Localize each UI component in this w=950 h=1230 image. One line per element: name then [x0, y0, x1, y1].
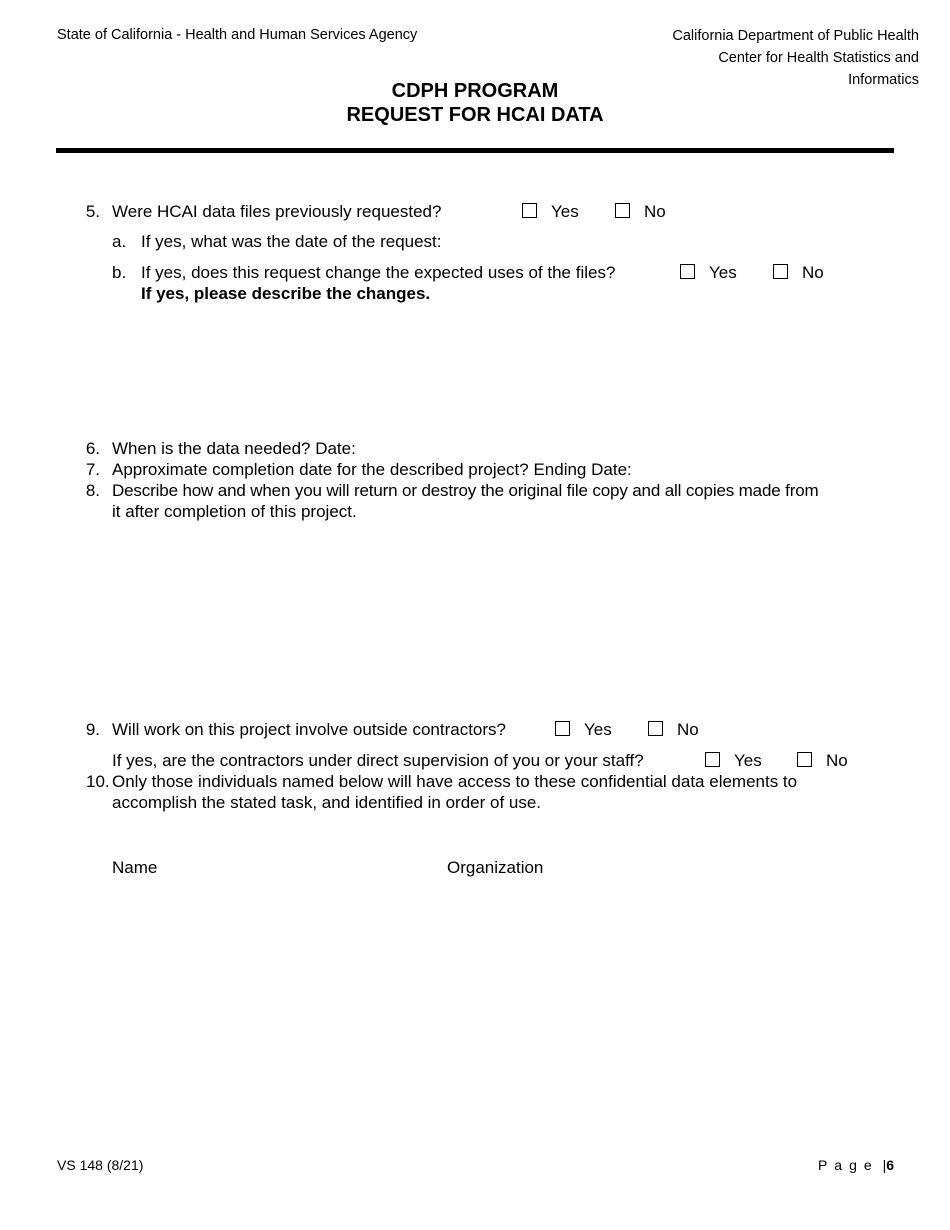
q5-yes-label: Yes [551, 202, 579, 221]
q9-followup-yes-label: Yes [734, 751, 762, 770]
q8-number: 8. [85, 481, 100, 500]
name-column-header: Name [112, 858, 158, 877]
q5-text: Were HCAI data files previously requested? [112, 202, 442, 221]
q7-number: 7. [85, 460, 100, 479]
q9-text: Will work on this project involve outside contractors? [112, 720, 506, 739]
q5a-label: a. [112, 232, 127, 251]
q9-followup-no-label: No [826, 751, 848, 770]
department-line-2: Center for Health Statistics and [718, 50, 919, 66]
page-indicator [818, 1157, 894, 1173]
q5-number: 5. [85, 202, 100, 221]
q5b-yes-checkbox[interactable] [680, 264, 695, 279]
q9-followup-no-checkbox[interactable] [797, 752, 812, 767]
q10-text-line-2: accomplish the stated task, and identified in order of use. [112, 793, 542, 812]
q9-yes-label: Yes [584, 720, 612, 739]
q10-number: 10. [86, 772, 110, 791]
q5b-no-checkbox[interactable] [773, 264, 788, 279]
q5b-text: If yes, does this request change the expected uses of the files? [141, 263, 616, 282]
q9-no-checkbox[interactable] [648, 721, 663, 736]
q8-text-line-2: it after completion of this project. [112, 502, 357, 521]
q6-text: When is the data needed? Date: [112, 439, 356, 458]
q9-number: 9. [85, 720, 100, 739]
q5b-note: If yes, please describe the changes. [141, 284, 431, 303]
form-title-line-1: CDPH PROGRAM [391, 80, 559, 102]
q9-yes-checkbox[interactable] [555, 721, 570, 736]
department-line-1: California Department of Public Health [672, 28, 919, 44]
q9-followup-yes-checkbox[interactable] [705, 752, 720, 767]
page-label: Page [817, 1157, 879, 1173]
page-number: 6 [886, 1157, 894, 1173]
q7-text: Approximate completion date for the described project? Ending Date: [112, 460, 632, 479]
q5-yes-checkbox[interactable] [522, 203, 537, 218]
q5b-no-label: No [802, 263, 824, 282]
organization-column-header: Organization [447, 858, 544, 877]
form-title-line-2: REQUEST FOR HCAI DATA [346, 104, 604, 126]
q5a-text: If yes, what was the date of the request: [141, 232, 442, 251]
form-id: VS 148 (8/21) [57, 1157, 144, 1173]
q10-text-line-1: Only those individuals named below will have access to these confidential data elements to [112, 772, 798, 791]
q5-no-checkbox[interactable] [615, 203, 630, 218]
page-separator: | [882, 1157, 887, 1173]
q5b-label: b. [112, 263, 127, 282]
q5-no-label: No [644, 202, 666, 221]
agency-name: State of California - Health and Human Services Agency [57, 27, 418, 43]
department-line-3: Informatics [848, 72, 919, 88]
q6-number: 6. [85, 439, 100, 458]
q9-followup-text: If yes, are the contractors under direct supervision of you or your staff? [112, 751, 644, 770]
q8-text-line-1: Describe how and when you will return or destroy the original file copy and all copies made from [112, 481, 819, 500]
q5b-yes-label: Yes [709, 263, 737, 282]
form-title [0, 79, 950, 127]
header-rule [56, 148, 894, 153]
q9-no-label: No [677, 720, 699, 739]
